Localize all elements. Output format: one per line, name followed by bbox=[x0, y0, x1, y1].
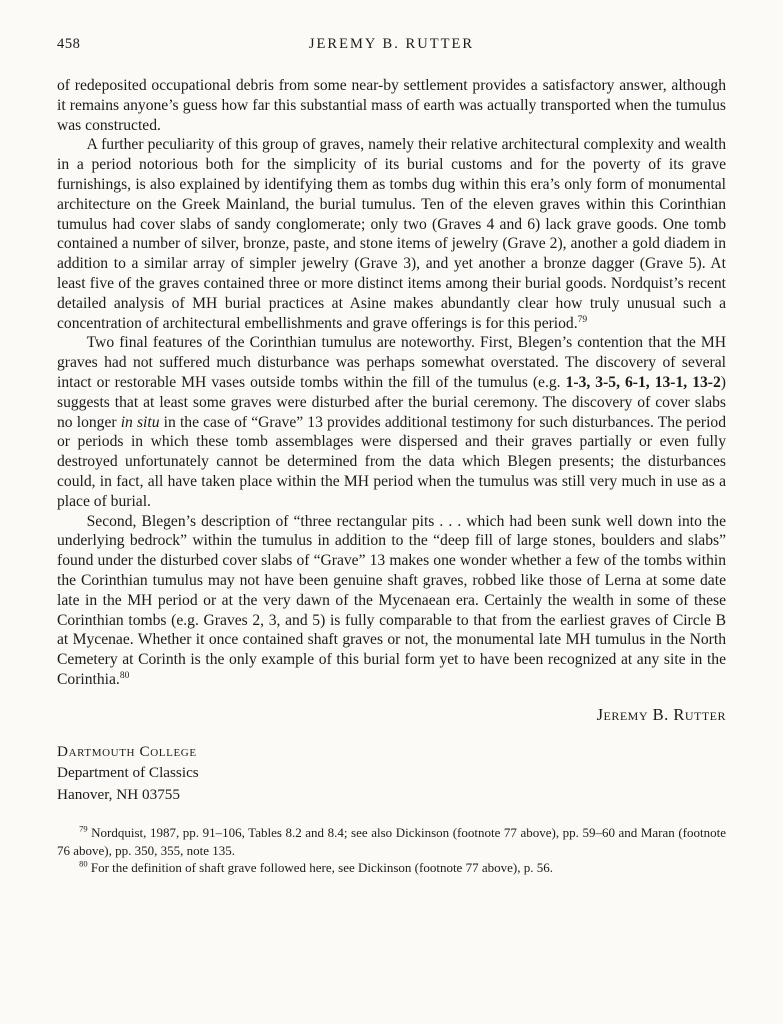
vase-catalogue-numbers: 1-3, 3-5, 6-1, 13-1, 13-2 bbox=[565, 373, 721, 391]
footnote-ref-79: 79 bbox=[577, 314, 588, 325]
footnote-ref-80: 80 bbox=[119, 670, 130, 681]
institution-address: Hanover, NH 03755 bbox=[57, 785, 180, 803]
footnotes-section bbox=[57, 824, 726, 877]
paragraph-continuation: of redeposited occupational debris from some near-by settlement provides a satisfactory answer, although it remains anyone’s guess how far this substantial mass of earth was actually transported when the tumulus was constructed. bbox=[57, 77, 726, 134]
footnote-79-marker: 79 bbox=[79, 823, 88, 834]
latin-phrase-in-situ: in situ bbox=[120, 413, 160, 431]
footnote-79-text: Nordquist, 1987, pp. 91–106, Tables 8.2 and 8.4; see also Dickinson (footnote 77 above), pp. 59–60 and Maran (footnote 76 above), pp. 350, 355, note 135. bbox=[57, 825, 726, 858]
author-signature: Jeremy B. Rutter bbox=[596, 704, 726, 724]
paragraph-3-text-2: ) suggests that at least some graves were disturbed after the burial ceremony. The discovery of cover slabs no longer bbox=[57, 373, 726, 431]
paragraph-3 bbox=[57, 333, 726, 511]
paragraph-3-text-1: Two final features of the Corinthian tumulus are noteworthy. First, Blegen’s contention that the MH graves had not suffered much disturbance was perhaps somewhat overstated. The discovery of several intact or restorable MH vases outside tombs within the fill of the tumulus (e.g. bbox=[57, 334, 726, 391]
affiliation-block bbox=[57, 741, 726, 806]
paragraph-2-text: A further peculiarity of this group of graves, namely their relative architectural complexity and wealth in a period notorious both for the simplicity of its burial customs and for the poverty of its grave furnishings, is also explained by identifying them as tombs dug within this era’s only form of monumental architecture on the Greek Mainland, the burial tumulus. Ten of the eleven graves within this Corinthian tumulus had cover slabs of sandy conglomerate; only two (Graves 4 and 6) lack grave goods. One tomb contained a number of silver, bronze, paste, and stone items of jewelry (Grave 2), another a gold diadem in addition to a similar array of simpler jewelry (Grave 3), and yet another a bronze dagger (Grave 5). At least five of the graves contained three or more distinct items among their burial goods. Nordquist’s recent detailed analysis of MH burial practices at Asine makes abundantly clear how truly unusual such a concentration of architectural embellishments and grave offerings is for this period. bbox=[57, 136, 726, 332]
running-head: JEREMY B. RUTTER bbox=[308, 36, 475, 52]
paragraph-4 bbox=[57, 512, 726, 690]
institution-name: Dartmouth College bbox=[57, 742, 197, 760]
paragraph-3-text-3: in the case of “Grave” 13 provides additional testimony for such disturbances. The period or periods in which these tomb assemblages were dispersed and their graves partially or even fully destroyed unfortunately cannot be determined from the data which Blegen presents; the disturbances could, in fact, all have taken place within the MH period when the tumulus was still very much in use as a place of burial. bbox=[57, 413, 727, 510]
paragraph-2 bbox=[57, 135, 726, 333]
department-name: Department of Classics bbox=[57, 764, 199, 782]
article-body bbox=[57, 76, 726, 690]
footnote-80-text: For the definition of shaft grave followed here, see Dickinson (footnote 77 above), p. 56. bbox=[87, 860, 553, 876]
page-header bbox=[57, 36, 726, 53]
footnote-79 bbox=[57, 824, 726, 859]
footnote-80-marker: 80 bbox=[79, 859, 88, 870]
paragraph-4-text: Second, Blegen’s description of “three rectangular pits . . . which had been sunk well down into the underlying bedrock” within the tumulus in addition to the “deep fill of large stones, boulders and slabs” found under the disturbed cover slabs of “Grave” 13 makes one wonder whether a few of the tombs within the Corinthian tumulus may not have been genuine shaft graves, robbed like those of Lerna at some date late in the MH period or at the very dawn of the Mycenaean era. Certainly the wealth in some of these Corinthian tombs (e.g. Graves 2, 3, and 5) is fully comparable to that from the earliest graves of Circle B at Mycenae. Whether it once contained shaft graves or not, the monumental late MH tumulus in the North Cemetery at Corinth is the only example of this burial form yet to have been recognized at any site in the Corinthia. bbox=[57, 512, 726, 688]
footnote-80 bbox=[57, 859, 726, 877]
page-number: 458 bbox=[57, 36, 81, 52]
